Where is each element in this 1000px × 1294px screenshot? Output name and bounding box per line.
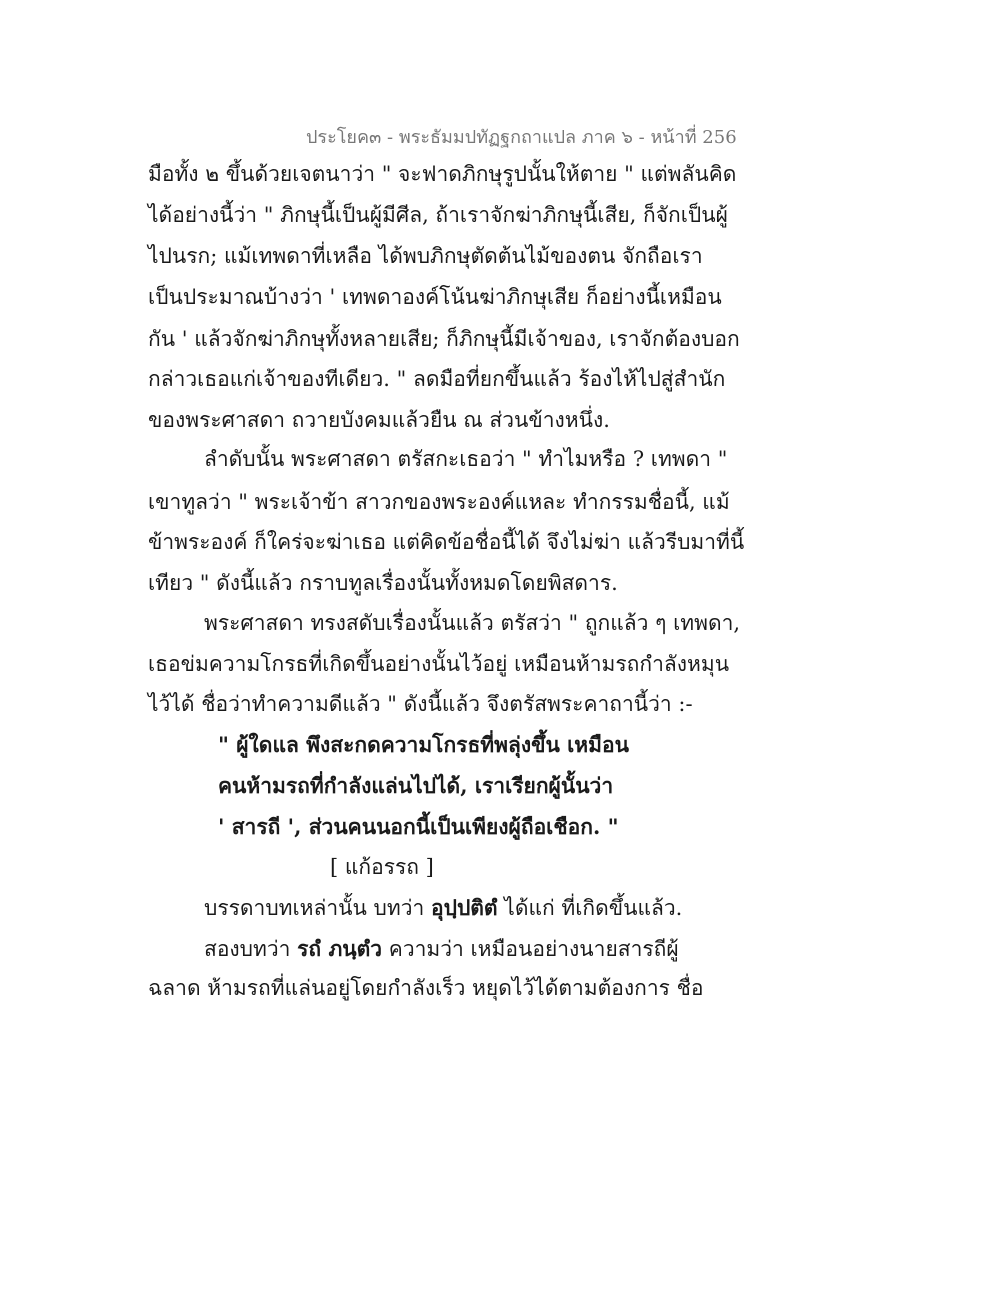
commentary-line bbox=[204, 892, 682, 925]
body-line: กัน ' แล้วจักฆ่าภิกษุทั้งหลายเสีย; ก็ภิกษุนี้มีเจ้าของ, เราจักต้องบอก bbox=[148, 327, 740, 351]
commentary-line bbox=[204, 933, 679, 966]
body-line: เขาทูลว่า " พระเจ้าข้า สาวกของพระองค์แหละ ทำกรรมชื่อนี้, แม้ bbox=[148, 490, 730, 514]
body-line: ไปนรก; แม้เทพดาที่เหลือ ได้พบภิกษุตัดต้นไม้ของตน จักถือเรา bbox=[148, 244, 703, 268]
body-line: เป็นประมาณบ้างว่า ' เทพดาองค์โน้นฆ่าภิกษุเสีย ก็อย่างนี้เหมือน bbox=[148, 285, 722, 309]
body-line: มือทั้ง ๒ ขึ้นด้วยเจตนาว่า " จะฟาดภิกษุรูปนั้นให้ตาย " แต่พลันคิด bbox=[148, 162, 737, 186]
section-heading: [ แก้อรรถ ] bbox=[330, 855, 434, 879]
page-header: ประโยค๓ - พระธัมมปทัฏฐกถาแปล ภาค ๖ - หน้าที่ 256 bbox=[306, 127, 737, 148]
commentary-text: ความว่า เหมือนอย่างนายสารถีผู้ bbox=[388, 937, 679, 961]
body-line-indented: ลำดับนั้น พระศาสดา ตรัสกะเธอว่า " ทำไมหรือ ? เทพดา " bbox=[204, 447, 728, 471]
body-line: ไว้ได้ ชื่อว่าทำความดีแล้ว " ดังนี้แล้ว จึงตรัสพระคาถานี้ว่า :- bbox=[148, 692, 693, 716]
body-line: ได้อย่างนี้ว่า " ภิกษุนี้เป็นผู้มีศีล, ถ้าเราจักฆ่าภิกษุนี้เสีย, ก็จักเป็นผู้ bbox=[148, 203, 728, 227]
verse-line: ' สารถี ', ส่วนคนนอกนี้เป็นเพียงผู้ถือเชือก. " bbox=[218, 814, 619, 839]
commentary-text: ได้แก่ ที่เกิดขึ้นแล้ว. bbox=[504, 896, 683, 920]
body-line: กล่าวเธอแก่เจ้าของทีเดียว. " ลดมือที่ยกขึ้นแล้ว ร้องไห้ไปสู่สำนัก bbox=[148, 367, 726, 391]
verse-line: คนห้ามรถที่กำลังแล่นไปได้, เราเรียกผู้นั้นว่า bbox=[218, 773, 614, 798]
verse-line: " ผู้ใดแล พึงสะกดความโกรธที่พลุ่งขึ้น เหมือน bbox=[218, 732, 629, 757]
body-line-indented: พระศาสดา ทรงสดับเรื่องนั้นแล้ว ตรัสว่า " ถูกแล้ว ๆ เทพดา, bbox=[204, 611, 741, 635]
commentary-text: บรรดาบทเหล่านั้น บทว่า bbox=[204, 896, 425, 920]
body-line: ข้าพระองค์ ก็ใคร่จะฆ่าเธอ แต่คิดข้อชื่อนี้ได้ จึงไม่ฆ่า แล้วรีบมาที่นี้ bbox=[148, 530, 745, 554]
body-line: ของพระศาสดา ถวายบังคมแล้วยืน ณ ส่วนข้างหนึ่ง. bbox=[148, 408, 610, 432]
commentary-line: ฉลาด ห้ามรถที่แล่นอยู่โดยกำลังเร็ว หยุดไว้ได้ตามต้องการ ชื่อ bbox=[148, 976, 704, 1000]
commentary-text: สองบทว่า bbox=[204, 937, 291, 961]
body-line: เธอข่มความโกรธที่เกิดขึ้นอย่างนั้นไว้อยู่ เหมือนห้ามรถกำลังหมุน bbox=[148, 652, 730, 676]
body-line: เทียว " ดังนี้แล้ว กราบทูลเรื่องนั้นทั้งหมดโดยพิสดาร. bbox=[148, 571, 618, 595]
pali-term: อุปฺปติตํ bbox=[431, 895, 498, 920]
pali-term: รถํ ภนฺตํว bbox=[297, 936, 383, 961]
